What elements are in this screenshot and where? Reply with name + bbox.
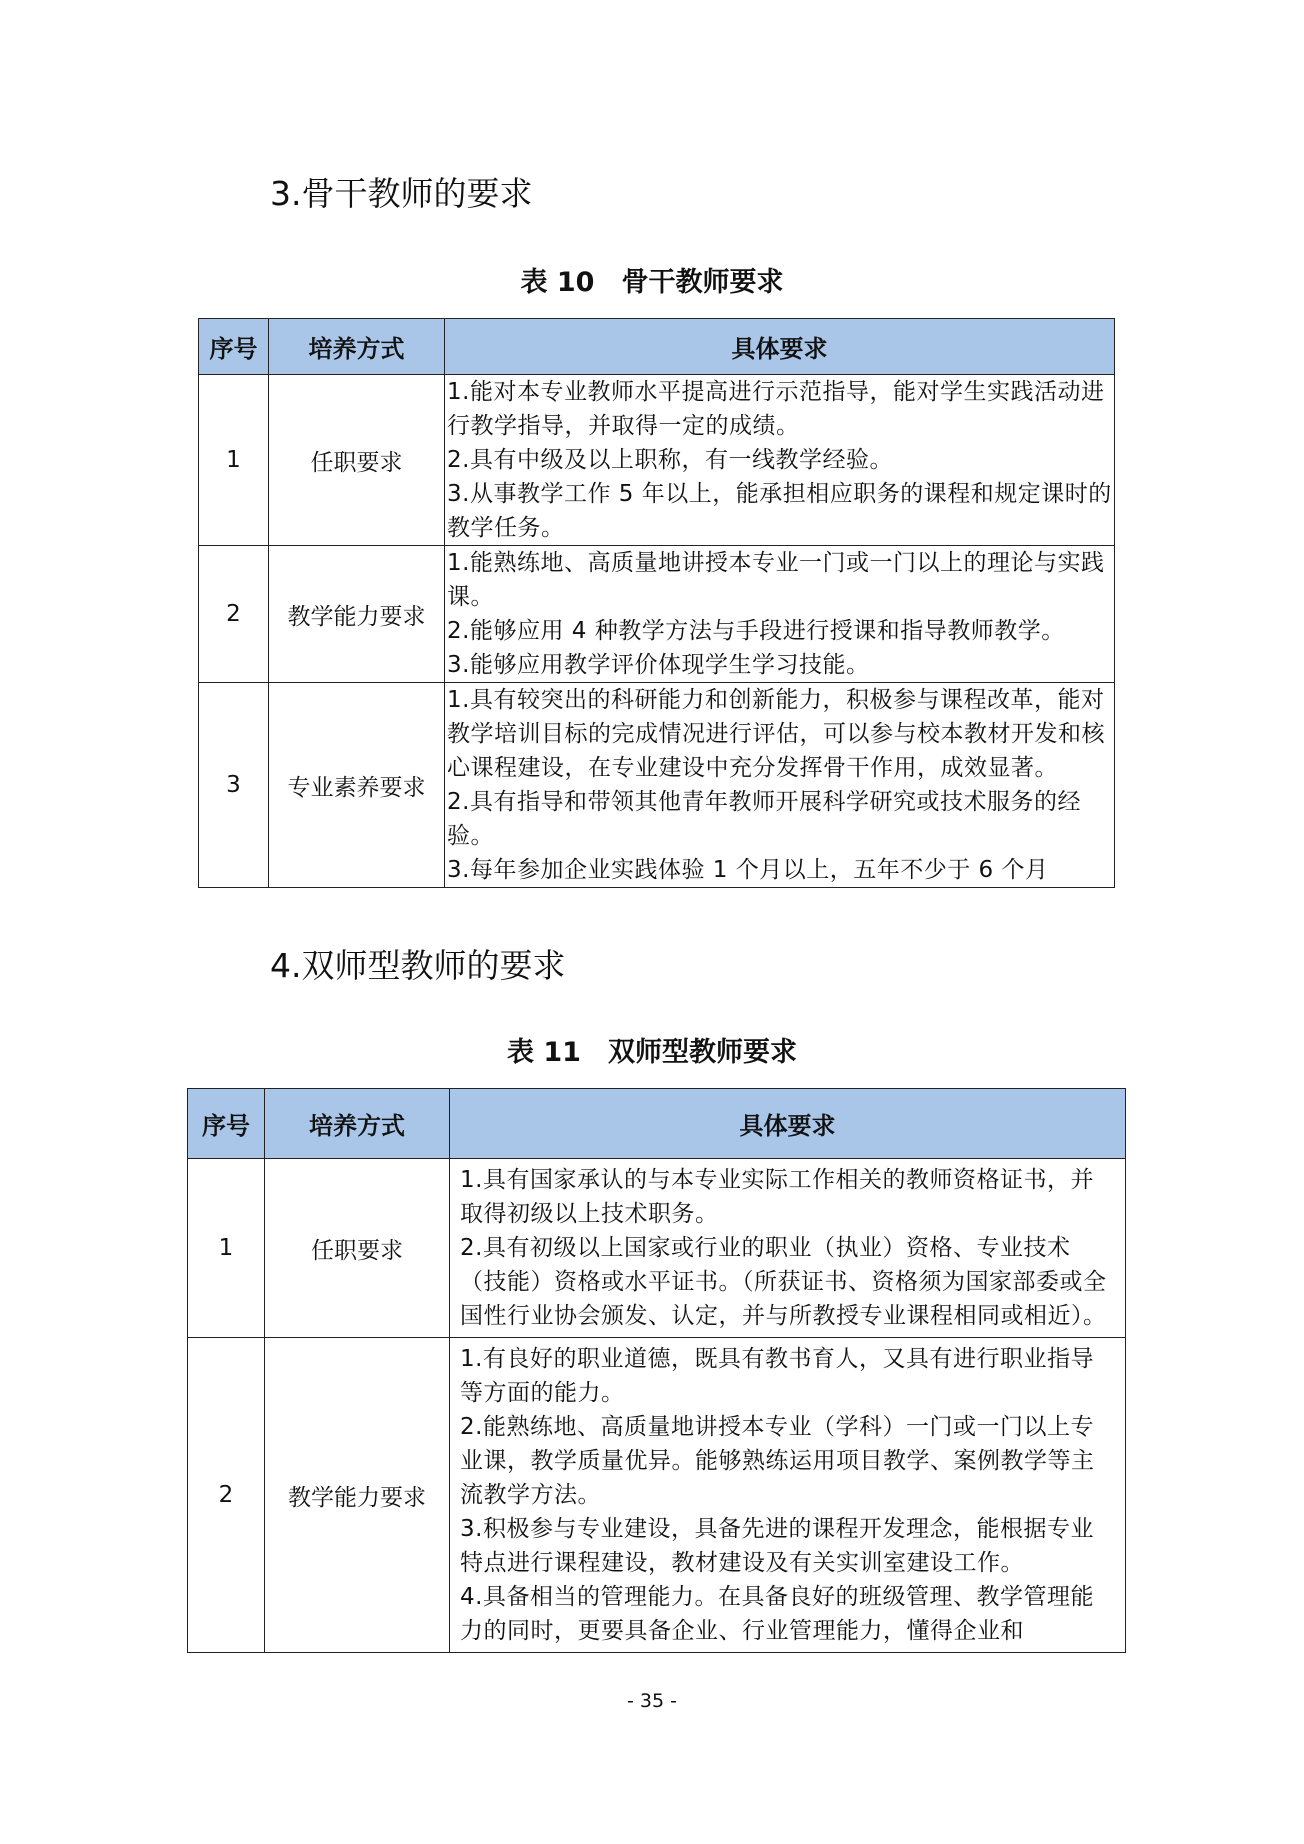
table-row [199,683,1115,888]
table-row [188,1338,1126,1653]
requirement-line: 1.具有较突出的科研能力和创新能力，积极参与课程改革，能对教学培训目标的完成情况进行评估，可以参与校本教材开发和核心课程建设，在专业建设中充分发挥骨干作用，成效显著。 [447,687,1105,781]
header-no: 序号 [188,1089,265,1159]
row-requirements [450,1159,1126,1338]
requirement-line: 2.具有指导和带领其他青年教师开展科学研究或技术服务的经验。 [447,789,1081,849]
row-requirements [445,375,1115,546]
row-no: 1 [188,1159,265,1338]
row-requirements [450,1338,1126,1653]
requirement-line: 2.能熟练地、高质量地讲授本专业（学科）一门或一门以上专业课，教学质量优异。能够熟练运用项目教学、案例教学等主流教学方法。 [460,1414,1095,1508]
table-11 [187,1088,1126,1653]
header-requirement: 具体要求 [450,1089,1126,1159]
header-method: 培养方式 [265,1089,450,1159]
section-4-heading: 4.双师型教师的要求 [270,946,566,985]
row-method: 任职要求 [269,375,445,546]
table-10-caption: 表 10 骨干教师要求 [520,267,784,298]
table-row [199,375,1115,546]
requirement-line: 2.具有初级以上国家或行业的职业（执业）资格、专业技术（技能）资格或水平证书。（所获证书、资格须为国家部委或全国性行业协会颁发、认定，并与所教授专业课程相同或相近）。 [460,1235,1107,1329]
row-method: 专业素养要求 [269,683,445,888]
table-row [188,1159,1126,1338]
requirement-line: 2.具有中级及以上职称，有一线教学经验。 [447,447,893,473]
header-no: 序号 [199,319,269,375]
table-header-row [199,319,1115,375]
page-number: - 35 - [627,1690,677,1712]
table-10 [198,318,1115,888]
row-method: 任职要求 [265,1159,450,1338]
row-no: 2 [199,546,269,683]
requirement-line: 3.每年参加企业实践体验 1 个月以上，五年不少于 6 个月 [447,857,1049,883]
row-no: 1 [199,375,269,546]
row-requirements [445,546,1115,683]
section-3-heading: 3.骨干教师的要求 [270,174,533,213]
header-requirement: 具体要求 [445,319,1115,375]
requirement-line: 3.积极参与专业建设，具备先进的课程开发理念，能根据专业特点进行课程建设，教材建设及有关实训室建设工作。 [460,1516,1094,1576]
requirement-line: 1.能熟练地、高质量地讲授本专业一门或一门以上的理论与实践课。 [447,550,1105,610]
requirement-line: 1.能对本专业教师水平提高进行示范指导，能对学生实践活动进行教学指导，并取得一定的成绩。 [447,379,1105,439]
requirement-line: 3.从事教学工作 5 年以上，能承担相应职务的课程和规定课时的教学任务。 [447,481,1112,541]
row-no: 2 [188,1338,265,1653]
requirement-line: 3.能够应用教学评价体现学生学习技能。 [447,652,870,678]
row-requirements [445,683,1115,888]
table-row [199,546,1115,683]
requirement-line: 1.有良好的职业道德，既具有教书育人，又具有进行职业指导等方面的能力。 [460,1346,1094,1406]
table-header-row [188,1089,1126,1159]
row-method: 教学能力要求 [265,1338,450,1653]
row-method: 教学能力要求 [269,546,445,683]
header-method: 培养方式 [269,319,445,375]
requirement-line: 2.能够应用 4 种教学方法与手段进行授课和指导教师教学。 [447,618,1065,644]
requirement-line: 4.具备相当的管理能力。在具备良好的班级管理、教学管理能力的同时，更要具备企业、行业管理能力，懂得企业和 [460,1584,1094,1644]
requirement-line: 1.具有国家承认的与本专业实际工作相关的教师资格证书，并取得初级以上技术职务。 [460,1167,1094,1227]
row-no: 3 [199,683,269,888]
table-11-caption: 表 11 双师型教师要求 [507,1037,797,1068]
